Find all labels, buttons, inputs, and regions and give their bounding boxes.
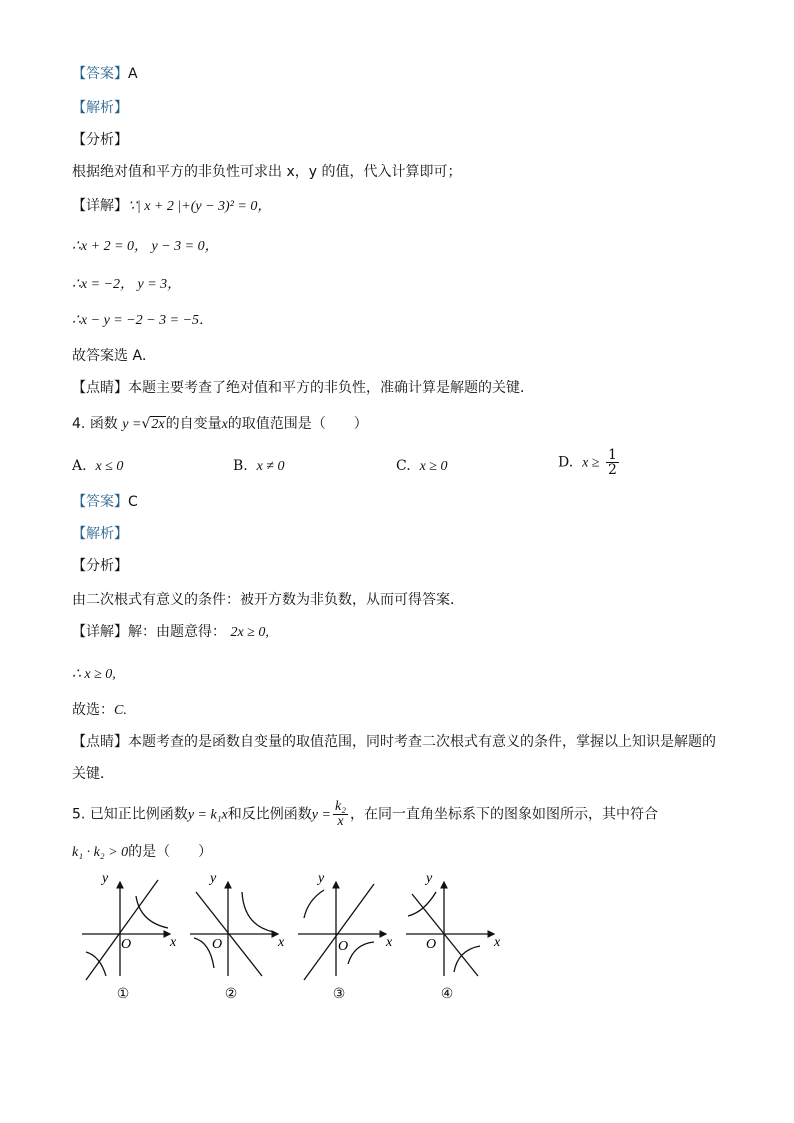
option-text: x ≤ 0: [95, 459, 124, 474]
proportional-function: y = k₁x: [187, 807, 228, 823]
stem-text-b: 的自变量: [165, 416, 222, 432]
q4-dianjing-line: [72, 732, 716, 752]
y-label: y: [102, 872, 109, 886]
graph-option-3[interactable]: [294, 872, 404, 1002]
fraction: [606, 448, 619, 477]
choose-value: C.: [114, 703, 127, 718]
q5-stem-line-2: [72, 842, 212, 863]
option-label: C.: [396, 458, 411, 474]
figure-label: ①: [116, 986, 130, 1002]
dianjing-text: 本题考查的是函数自变量的取值范围，同时考查二次根式有意义的条件，掌握以上知识是解题的: [128, 734, 716, 750]
q4-analysis-tag: 【解析】: [72, 526, 128, 542]
question-number: 4.: [72, 416, 86, 432]
choose-text: 故选：: [72, 702, 114, 718]
option-label: D.: [558, 454, 574, 471]
q3-conclusion: 故答案选 A．: [72, 348, 157, 364]
xiangjie-equation: 2x ≥ 0,: [230, 625, 269, 640]
origin-label: O: [121, 937, 132, 952]
option-text: x ≥ 0: [419, 459, 448, 474]
inverse-function-lhs: y =: [311, 807, 331, 823]
hyperbola-branch-2: [454, 946, 480, 972]
q3-fenxi-tag: 【分析】: [72, 132, 128, 148]
function-lhs: y =: [122, 417, 142, 432]
answer-tag: 【答案】: [72, 494, 128, 510]
stem-variable: x: [221, 417, 228, 432]
y-label: y: [318, 872, 325, 886]
hyperbola-branch-1: [408, 892, 436, 916]
fraction-numerator: 1: [607, 447, 617, 463]
hyperbola-branch-2: [194, 938, 214, 968]
xiangjie-equation: ∵| x + 2 |+(y − 3)² = 0，: [128, 199, 272, 214]
option-text: x ≥: [582, 455, 600, 471]
stem-text-c: 的取值范围是（ ）: [227, 416, 368, 432]
stem-text-a: 已知正比例函数: [89, 806, 188, 823]
dianjing-tag: 【点睛】: [72, 734, 128, 750]
origin-label: O: [426, 937, 437, 952]
graph-option-4[interactable]: [402, 872, 512, 1002]
q4-xiangjie-line: [72, 622, 269, 643]
q3-fenxi-text: 根据绝对值和平方的非负性可求出 x，y 的值，代入计算即可；: [72, 164, 462, 180]
step1-text: ∴x + 2 = 0， y − 3 = 0，: [72, 239, 219, 254]
fraction-denominator: 2: [607, 462, 617, 478]
xiangjie-text: 解：由题意得：: [128, 624, 226, 640]
answer-value: C: [128, 494, 138, 510]
option-label: A.: [72, 458, 87, 474]
condition: k₁ · k₂ > 0: [72, 845, 129, 860]
fraction-denominator: x: [337, 814, 344, 829]
hyperbola-branch-1: [304, 890, 324, 918]
q3-xiangjie-line: [72, 196, 271, 217]
hyperbola-branch-1: [136, 896, 168, 928]
hyperbola-branch-1: [242, 892, 274, 932]
q4-choose-line: [72, 700, 127, 721]
q4-fenxi-tag: 【分析】: [72, 558, 128, 574]
inverse-fraction: [333, 800, 348, 829]
graph-options: [78, 872, 508, 1012]
figure-label: ②: [224, 986, 238, 1002]
step2-text: ∴x = −2， y = 3，: [72, 277, 182, 292]
option-b[interactable]: [233, 456, 285, 477]
fraction-numerator: k₂: [334, 799, 347, 814]
q3-dianjing-line: [72, 378, 534, 398]
hyperbola-branch-2: [348, 942, 374, 964]
stem-text-b: 和反比例函数: [227, 806, 312, 823]
option-label: B.: [233, 458, 248, 474]
answer-tag: 【答案】: [72, 66, 128, 82]
answer-value: A: [128, 66, 138, 82]
dianjing-tag: 【点睛】: [72, 380, 128, 396]
graph-option-1[interactable]: [78, 872, 188, 1002]
question-number: 5.: [72, 806, 86, 823]
q3-step1: [72, 236, 219, 257]
q4-stem: [72, 414, 368, 435]
xiangjie-tag: 【详解】: [72, 198, 128, 214]
graph-option-2[interactable]: [186, 872, 296, 1002]
x-label: x: [278, 935, 285, 950]
x-label: x: [170, 935, 177, 950]
option-c[interactable]: [396, 456, 447, 477]
q3-step2: [72, 274, 181, 295]
stem-text-d: 的是（ ）: [128, 844, 213, 860]
option-d[interactable]: [558, 448, 621, 477]
y-label: y: [426, 872, 433, 886]
origin-label: O: [212, 937, 223, 952]
q4-fenxi-text: 由二次根式有意义的条件：被开方数为非负数，从而可得答案．: [72, 592, 464, 608]
proportional-line: [412, 894, 478, 976]
x-label: x: [386, 935, 393, 950]
stem-text-c: ，在同一直角坐标系下的图象如图所示，其中符合: [350, 806, 659, 823]
q3-analysis-tag: 【解析】: [72, 100, 128, 116]
q4-dianjing-line-2: 关键．: [72, 766, 114, 782]
proportional-line: [86, 880, 158, 980]
figure-label: ④: [440, 986, 454, 1002]
q4-answer-line: [72, 492, 138, 512]
step3-text: ∴x − y = −2 − 3 = −5．: [72, 313, 214, 328]
option-text: x ≠ 0: [256, 459, 285, 474]
y-label: y: [210, 872, 217, 886]
q4-step1: [72, 664, 116, 685]
dianjing-text: 本题主要考查了绝对值和平方的非负性，准确计算是解题的关键．: [128, 380, 534, 396]
q3-step3: [72, 310, 213, 331]
step1-text: ∴ x ≥ 0,: [72, 667, 116, 682]
q5-stem: [72, 800, 658, 829]
figure-label: ③: [332, 986, 346, 1002]
stem-text-a: 函数: [89, 416, 118, 432]
q3-answer-line: [72, 64, 138, 84]
sqrt-icon: √: [141, 416, 151, 432]
sqrt-radicand: 2x: [151, 417, 165, 432]
origin-label: O: [338, 939, 349, 954]
x-label: x: [494, 935, 501, 950]
xiangjie-tag: 【详解】: [72, 624, 128, 640]
option-a[interactable]: [72, 456, 123, 477]
